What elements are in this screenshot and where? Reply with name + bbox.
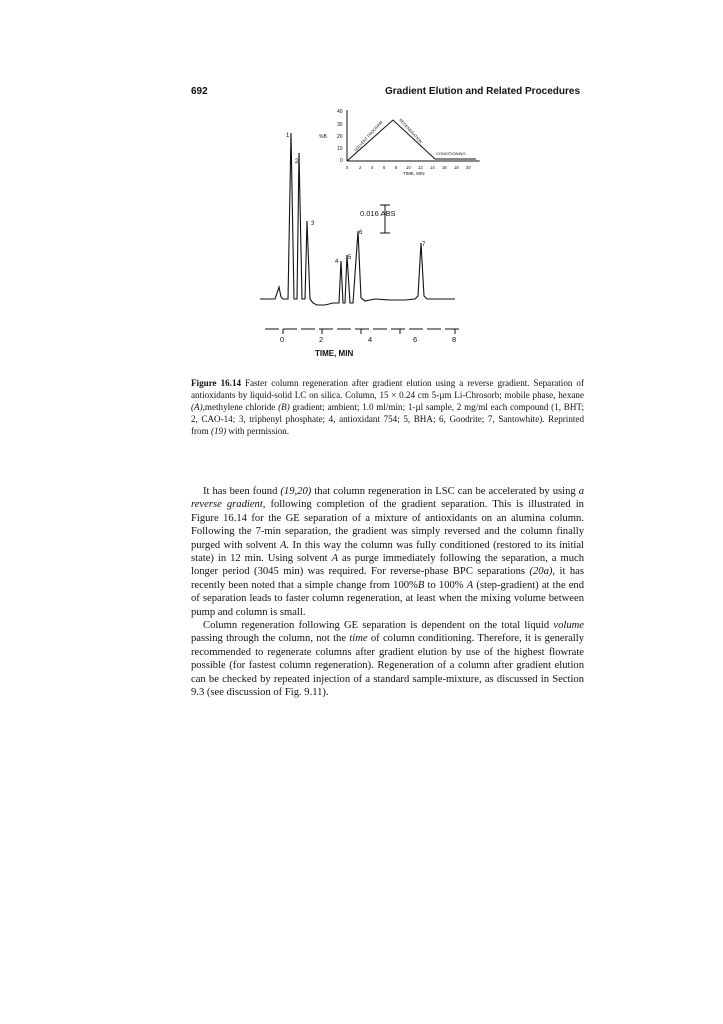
paragraph-1 [191, 485, 584, 619]
chromatogram-figure [255, 103, 485, 363]
xtick-label: 8 [452, 335, 457, 344]
inset-label-solvent: SOLVENT PROGRAM [353, 119, 384, 153]
inset-ytick: 20 [337, 134, 343, 140]
svg-text:14: 14 [430, 165, 435, 170]
body-text [191, 485, 584, 700]
svg-text:20: 20 [466, 165, 471, 170]
xtick-label: 6 [413, 335, 418, 344]
svg-text:10: 10 [406, 165, 411, 170]
solvent-symbol: A. [279, 539, 290, 551]
text-run: passing through the column, not the [191, 633, 350, 645]
text-run: that column regeneration in LSC can be accelerated by using [311, 486, 579, 497]
svg-text:16: 16 [442, 165, 447, 170]
solvent-symbol: B [417, 579, 425, 591]
svg-text:6: 6 [383, 165, 386, 170]
paragraph-2 [191, 619, 584, 699]
absorbance-scale [360, 205, 395, 233]
inset-label-regeneration: REGENERATION [398, 117, 424, 145]
text-run: (step-gradient) at the end of separation leads to faster column regeneration, at least when the mixing volume between pump and column is small. [191, 579, 584, 618]
text-run: following completion of the gradient separation. This is illustrated in Figure 16.14 for the GE separation of a mixture of antioxidants on an alumina column. Following the 7-min separation, the gradient was simply reversed and the column finally purged with solvent [191, 499, 584, 551]
text-run: Column regeneration following GE separation is dependent on the total liquid [203, 620, 554, 632]
xtick-label: 2 [319, 335, 324, 344]
emphasis: a reverse gradient, [191, 486, 584, 511]
inset-xlabel: TIME, MIN [403, 171, 425, 176]
text-run: In this way the column was fully conditioned (restored to its initial state) in 12 min. Using solvent [191, 539, 584, 565]
peak-label: 6 [359, 230, 363, 236]
inset-ytick: 40 [337, 109, 343, 115]
caption-text: with permission. [226, 426, 290, 436]
caption-text: gradient; ambient; 1.0 ml/min; 1-µl sample, 2 mg/ml each compound (1, BHT; 2, CAO-14; 3, triphenyl phosphate; 4, antioxidant 754; 5, BHA; 6, Goodrite; 7, Santowhite). Reprinted from [191, 402, 584, 436]
svg-text:2: 2 [359, 165, 362, 170]
page-number: 692 [191, 86, 208, 97]
svg-text:4: 4 [371, 165, 374, 170]
text-run: It has been found [203, 486, 281, 497]
peak-label: 3 [311, 221, 315, 227]
xtick-label: 4 [368, 335, 373, 344]
text-run: as purge immediately following the separation, a much longer period (3045 min) was required. For reverse-phase BPC separations [191, 553, 584, 578]
chromatogram-trace [260, 133, 455, 305]
caption-reference: (19) [210, 426, 227, 436]
peak-label: 5 [348, 255, 352, 261]
running-head: Gradient Elution and Related Procedures [385, 86, 581, 97]
caption-solvent-b: (B) [278, 402, 290, 412]
xtick-label: 0 [280, 335, 285, 344]
peak-label: 1 [286, 133, 290, 139]
peak-label: 2 [295, 159, 299, 165]
solvent-symbol: A [466, 579, 474, 591]
inset-ylabel: %B [319, 134, 327, 140]
caption-text: Faster column regeneration after gradient elution using a reverse gradient. Separation of antioxidants by liquid-solid LC on silica. Column, 15 × 0.24 cm 5-µm Li-Chrosorb; mobile phase, hexane [191, 378, 584, 400]
inset-ytick: 30 [337, 122, 343, 128]
svg-text:12: 12 [418, 165, 423, 170]
caption-text: ,methylene chloride [202, 402, 279, 412]
inset-ytick: 10 [337, 146, 343, 152]
emphasis: volume [553, 620, 584, 632]
svg-text:18: 18 [454, 165, 459, 170]
scale-label: 0.016 ABS [360, 209, 396, 218]
solvent-symbol: A [331, 553, 339, 565]
inset-label-conditioning: CONDITIONING [436, 151, 466, 156]
text-run: of column conditioning. Therefore, it is generally recommended to regenerate columns after gradient elution by use of the highest flowrate possible (for fastest column regeneration). Regeneration of a column after gradient elution can be checked by repeated injection of a standard sample-mixture, as discussed in Section 9.3 (see discussion of Fig. 9.11). [191, 633, 584, 699]
svg-text:0: 0 [346, 165, 349, 170]
gradient-inset [319, 109, 480, 176]
svg-text:8: 8 [395, 165, 398, 170]
citation: (20a), [529, 566, 556, 578]
emphasis: time [349, 633, 368, 645]
peak-label: 4 [335, 259, 339, 265]
inset-ytick: 0 [340, 158, 343, 164]
text-run: to 100% [424, 579, 467, 591]
xaxis-title: TIME, MIN [315, 349, 354, 358]
caption-label: Figure 16.14 [191, 378, 242, 388]
figure-caption [191, 377, 584, 437]
text-run: it has recently been noted that a simple change from 100% [191, 566, 584, 591]
peak-label: 7 [422, 242, 426, 248]
caption-solvent-a: (A) [191, 402, 203, 412]
citation: (19,20) [280, 486, 312, 497]
